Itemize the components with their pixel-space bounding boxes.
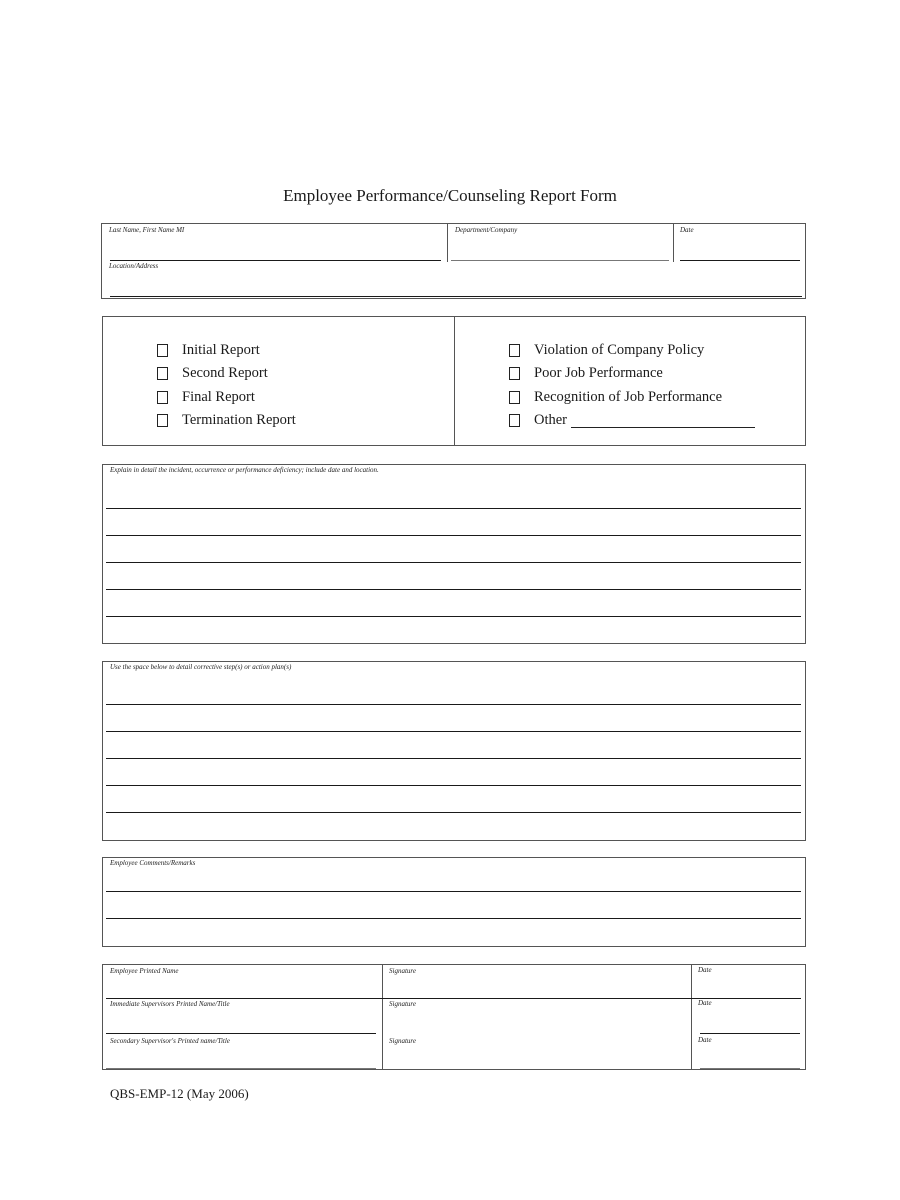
explain-label: Explain in detail the incident, occurrence or performance deficiency; include date and location. [110, 466, 379, 474]
department-label: Department/Company [455, 226, 518, 234]
explain-line[interactable] [106, 535, 801, 536]
corrective-line[interactable] [106, 758, 801, 759]
secondary-date-line[interactable] [700, 1068, 800, 1069]
supervisor-name-label: Immediate Supervisors Printed Name/Title [110, 1000, 230, 1008]
form-code: QBS-EMP-12 (May 2006) [110, 1086, 249, 1101]
supervisor-date-label: Date [698, 999, 712, 1007]
checkbox-recognition[interactable]: Recognition of Job Performance [509, 387, 722, 407]
date-label: Date [680, 226, 694, 234]
checkbox-icon[interactable] [509, 367, 520, 380]
secondary-supervisor-name-label: Secondary Supervisor's Printed name/Title [110, 1037, 230, 1045]
supervisor-name-line[interactable] [106, 1033, 376, 1034]
signature-divider-2 [691, 965, 692, 1069]
checkbox-second-report[interactable]: Second Report [157, 363, 268, 383]
name-label: Last Name, First Name MI [109, 226, 185, 234]
checkbox-icon[interactable] [157, 344, 168, 357]
secondary-signature-label: Signature [389, 1037, 416, 1045]
corrective-line[interactable] [106, 731, 801, 732]
checkbox-other[interactable]: Other [509, 410, 755, 430]
corrective-label: Use the space below to detail corrective step(s) or action plan(s) [110, 663, 292, 671]
comments-line[interactable] [106, 918, 801, 919]
report-type-divider [454, 317, 455, 445]
employee-name-label: Employee Printed Name [110, 967, 179, 975]
checkbox-icon[interactable] [509, 344, 520, 357]
corrective-line[interactable] [106, 785, 801, 786]
supervisor-date-line[interactable] [700, 1033, 800, 1034]
explain-line[interactable] [106, 589, 801, 590]
explain-line[interactable] [106, 562, 801, 563]
department-field[interactable] [451, 260, 669, 261]
checkbox-icon[interactable] [509, 391, 520, 404]
comments-label: Employee Comments/Remarks [110, 859, 196, 867]
name-field[interactable] [110, 260, 441, 261]
header-fields-box [101, 223, 806, 299]
corrective-box [102, 661, 806, 841]
checkbox-icon[interactable] [157, 414, 168, 427]
location-field[interactable] [110, 296, 802, 297]
corrective-line[interactable] [106, 704, 801, 705]
checkbox-poor-performance[interactable]: Poor Job Performance [509, 363, 663, 383]
checkbox-icon[interactable] [157, 391, 168, 404]
location-label: Location/Address [109, 262, 159, 270]
employee-signature-line[interactable] [106, 998, 801, 999]
comments-line[interactable] [106, 891, 801, 892]
checkbox-violation-policy[interactable]: Violation of Company Policy [509, 340, 704, 360]
other-field[interactable] [571, 413, 755, 428]
comments-box [102, 857, 806, 947]
checkbox-final-report[interactable]: Final Report [157, 387, 255, 407]
employee-signature-label: Signature [389, 967, 416, 975]
checkbox-initial-report[interactable]: Initial Report [157, 340, 260, 360]
header-divider-1 [447, 224, 448, 262]
checkbox-termination-report[interactable]: Termination Report [157, 410, 296, 430]
supervisor-signature-label: Signature [389, 1000, 416, 1008]
employee-date-label: Date [698, 966, 712, 974]
secondary-date-label: Date [698, 1036, 712, 1044]
corrective-line[interactable] [106, 812, 801, 813]
signature-divider-1 [382, 965, 383, 1069]
explain-line[interactable] [106, 616, 801, 617]
checkbox-icon[interactable] [509, 414, 520, 427]
checkbox-icon[interactable] [157, 367, 168, 380]
form-title: Employee Performance/Counseling Report Form [283, 186, 617, 205]
signatures-box [102, 964, 806, 1070]
explain-line[interactable] [106, 508, 801, 509]
secondary-name-line[interactable] [106, 1068, 376, 1069]
date-field[interactable] [680, 260, 800, 261]
header-divider-2 [673, 224, 674, 262]
explain-box [102, 464, 806, 644]
